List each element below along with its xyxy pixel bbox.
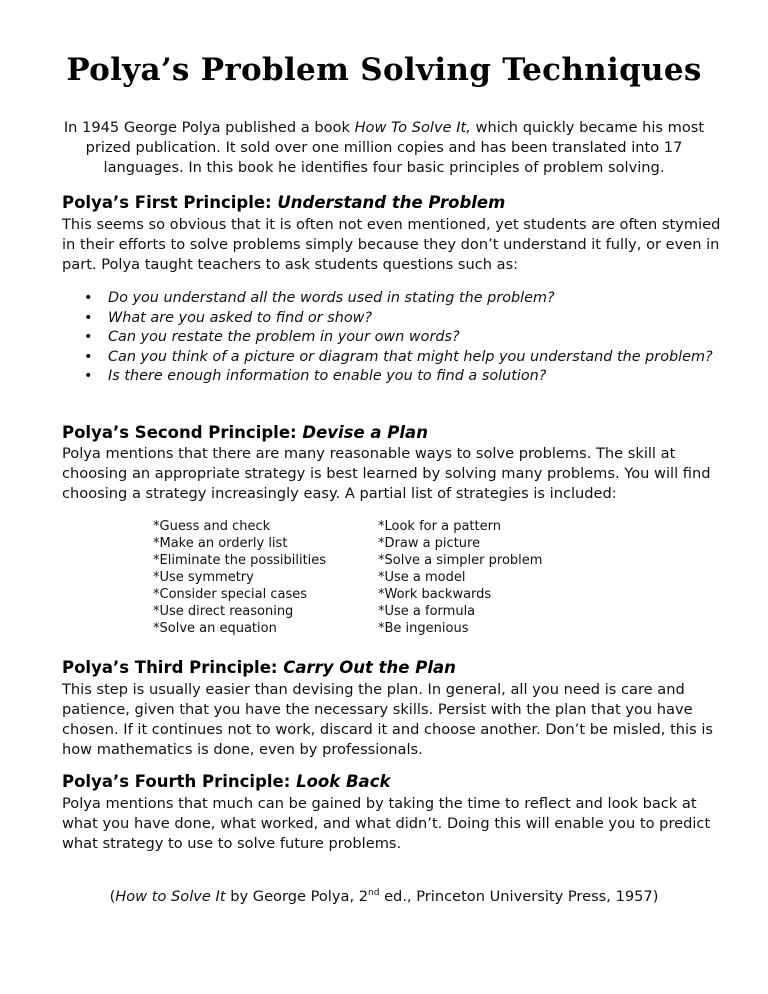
second-principle-heading-lead: Polya’s Second Principle:	[62, 423, 303, 442]
citation-superscript: nd	[368, 888, 380, 899]
bullet-icon: •	[84, 348, 93, 365]
list-item: *Be ingenious	[378, 621, 469, 636]
citation-open: (	[109, 888, 116, 905]
list-item: *Draw a picture	[378, 536, 481, 551]
fourth-principle-body: Polya mentions that much can be gained by taking the time to reflect and look back at what you have done, what worked, and what didn’t. Doing this will enable you to predict what strategy to use to solve future problems.	[62, 795, 711, 852]
list-item: *Use a model	[378, 570, 466, 585]
first-principle-heading	[62, 193, 505, 212]
first-principle-body: This seems so obvious that it is often not even mentioned, yet students are often stymied in their efforts to solve problems simply because they don’t understand it fully, or even in part. Polya taught teachers to ask students questions such as:	[62, 216, 721, 273]
list-item: *Use direct reasoning	[153, 604, 294, 619]
list-item: *Use symmetry	[153, 570, 254, 585]
list-item: *Make an orderly list	[153, 536, 288, 551]
citation-mid: by George Polya, 2	[225, 888, 369, 905]
list-item: *Solve a simpler problem	[378, 553, 543, 568]
citation	[0, 888, 768, 905]
bullet-icon: •	[84, 329, 93, 345]
list-item: *Guess and check	[153, 519, 271, 534]
bullet-icon: •	[84, 309, 93, 326]
list-item: *Consider special cases	[153, 587, 308, 602]
list-item	[78, 348, 718, 368]
fourth-principle-heading-sub: Look Back	[296, 772, 391, 791]
second-principle-heading	[62, 423, 428, 442]
question-list	[78, 289, 718, 387]
list-item: *Use a formula	[378, 604, 476, 619]
first-principle-heading-sub: Understand the Problem	[277, 193, 506, 212]
bullet-icon: •	[84, 368, 93, 384]
third-principle-heading-sub: Carry Out the Plan	[283, 658, 456, 677]
citation-rest: ed., Princeton University Press, 1957)	[379, 888, 659, 905]
third-principle-heading-lead: Polya’s Third Principle:	[62, 658, 284, 677]
intro-text-1: In 1945 George Polya published a book	[63, 119, 355, 136]
strategy-list-left	[153, 518, 363, 637]
second-principle-heading-sub: Devise a Plan	[302, 423, 428, 442]
list-item: *Look for a pattern	[378, 519, 501, 534]
fourth-principle-heading-lead: Polya’s Fourth Principle:	[62, 772, 297, 791]
strategy-list-right	[378, 518, 598, 637]
third-principle-body: This step is usually easier than devising the plan. In general, all you need is care and patience, given that you have the necessary skills. Persist with the plan that you have chosen. If it continues not to work, discard it and choose another. Don’t be misled, this is how mathematics is done, even by professionals.	[62, 681, 714, 758]
intro-paragraph	[60, 118, 708, 178]
list-item	[78, 328, 718, 348]
first-principle-heading-lead: Polya’s First Principle:	[62, 193, 278, 212]
third-principle-heading	[62, 658, 456, 677]
question-text: What are you asked to find or show?	[108, 309, 373, 326]
list-item	[78, 289, 718, 309]
list-item: *Work backwards	[378, 587, 492, 602]
list-item	[78, 367, 718, 387]
list-item: *Eliminate the possibilities	[153, 553, 327, 568]
bullet-icon: •	[84, 290, 93, 306]
intro-book-title: How To Solve It,	[354, 119, 471, 136]
list-item: *Solve an equation	[153, 621, 277, 636]
second-principle-body: Polya mentions that there are many reasonable ways to solve problems. The skill at choosing an appropriate strategy is best learned by solving many problems. You will find choosing a strategy increasingly easy. A partial list of strategies is included:	[62, 445, 711, 502]
question-text: Do you understand all the words used in stating the problem?	[108, 290, 555, 306]
list-item	[78, 309, 718, 329]
question-text: Can you think of a picture or diagram that might help you understand the problem?	[108, 348, 713, 365]
question-text: Is there enough information to enable you to find a solution?	[108, 368, 547, 384]
page-title: Polya’s Problem Solving Techniques	[66, 52, 702, 88]
fourth-principle-heading	[62, 772, 390, 791]
intro-text-2: which quickly became his most prized publication. It sold over one million copies and has been translated into 17 languages. In this book he identifies four basic principles of problem solving.	[85, 119, 705, 176]
citation-book-title: How to Solve It	[115, 888, 226, 905]
question-text: Can you restate the problem in your own words?	[108, 329, 460, 345]
